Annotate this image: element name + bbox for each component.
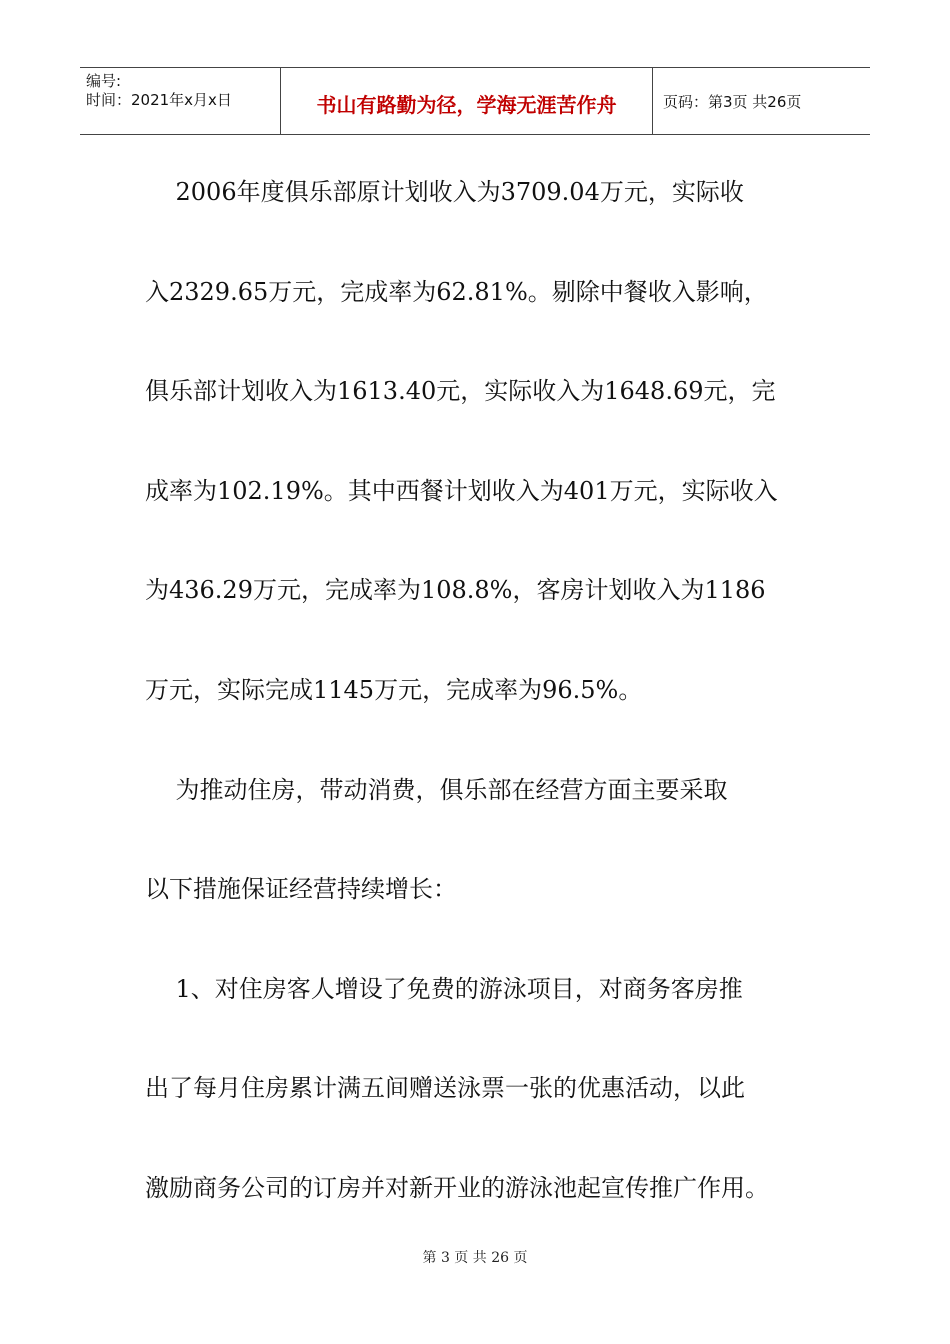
paragraph-line: 俱乐部计划收入为1613.40元，实际收入为1648.69元，完 — [145, 377, 776, 406]
paragraph-line: 1、对住房客人增设了免费的游泳项目，对商务客房推 — [145, 974, 743, 1003]
page-footer: 第 3 页 共 26 页 — [422, 1250, 528, 1266]
paragraph-line: 2006年度俱乐部原计划收入为3709.04万元，实际收 — [145, 178, 744, 206]
page-header — [80, 67, 870, 135]
document-time-label: 时间：2021年x月x日 — [86, 91, 232, 109]
paragraph-line: 以下措施保证经营持续增长： — [145, 875, 457, 904]
paragraph-line: 入2329.65万元，完成率为62.81%。剔除中餐收入影响， — [145, 277, 768, 306]
paragraph-line: 为436.29万元，完成率为108.8%，客房计划收入为1186 — [145, 576, 766, 605]
header-meta — [80, 68, 281, 134]
paragraph-line: 激励商务公司的订房并对新开业的游泳池起宣传推广作用。 — [145, 1173, 769, 1202]
paragraph-line: 为推动住房，带动消费，俱乐部在经营方面主要采取 — [145, 775, 728, 804]
document-body — [145, 168, 810, 1214]
paragraph-line: 成率为102.19%。其中西餐计划收入为401万元，实际收入 — [145, 476, 778, 505]
document-number-label: 编号: — [86, 72, 122, 90]
header-motto: 书山有路勤为径，学海无涯苦作舟 — [281, 68, 653, 134]
paragraph-line: 万元，实际完成1145万元，完成率为96.5%。 — [145, 675, 643, 704]
header-page-info: 页码：第3页 共26页 — [663, 92, 802, 111]
paragraph-line: 出了每月住房累计满五间赠送泳票一张的优惠活动，以此 — [145, 1074, 745, 1103]
